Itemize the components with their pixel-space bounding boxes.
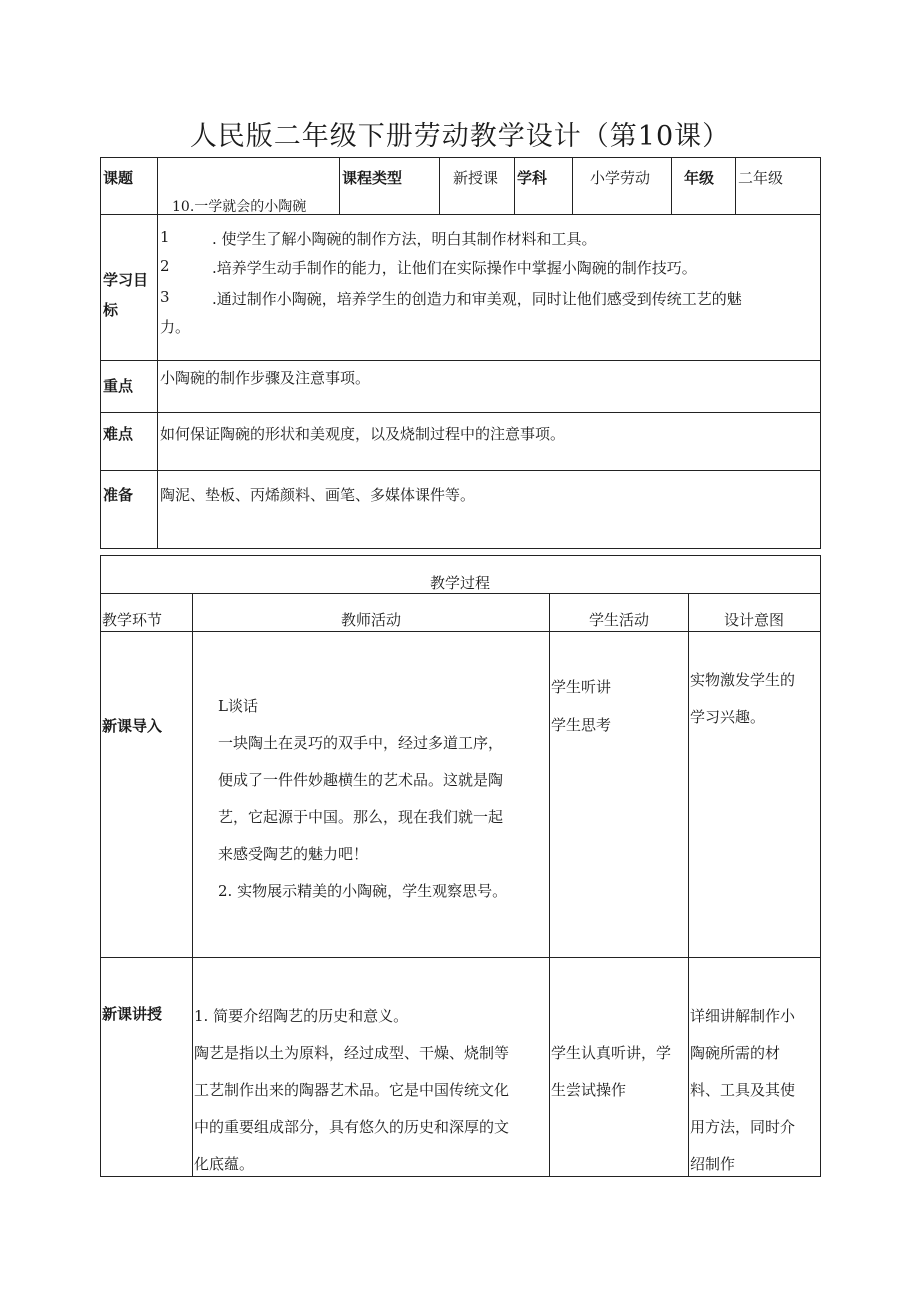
course-label: 课题 (103, 169, 134, 187)
teacher-line: 来感受陶艺的魅力吧！ (218, 845, 369, 863)
objective-text: . 使学生了解小陶碗的制作方法，明白其制作材料和工具。 (212, 230, 597, 248)
key-value: 小陶碗的制作步骤及注意事项。 (160, 369, 371, 387)
intent-line: 用方法，同时介 (690, 1118, 796, 1136)
teacher-line: 便成了一件件妙趣横生的艺术品。这就是陶 (218, 771, 504, 789)
header-stage: 教学环节 (102, 611, 163, 629)
teacher-line: 艺，它起源于中国。那么，现在我们就一起 (218, 808, 504, 826)
info-divider (514, 157, 515, 214)
intent-line: 陶碗所需的材 (690, 1044, 781, 1062)
subject-label: 学科 (517, 169, 548, 187)
intent-line: 学习兴趣。 (690, 708, 766, 726)
student-line: 学生认真听讲，学 (551, 1044, 672, 1062)
process-row-line (100, 593, 820, 594)
course-value: 10.一学就会的小陶碗 (172, 199, 307, 215)
objectives-label-cont: 标 (103, 301, 119, 319)
grade-label: 年级 (684, 169, 715, 187)
intent-line: 料、工具及其使 (690, 1081, 796, 1099)
grade-value: 二年级 (738, 169, 784, 187)
type-value: 新授课 (453, 169, 499, 187)
teacher-line: 中的重要组成部分，具有悠久的历史和深厚的文 (194, 1118, 510, 1136)
intent-line: 详细讲解制作小 (690, 1007, 796, 1025)
teacher-line: 化底蕴。 (194, 1155, 255, 1173)
objective-text-cont: 力。 (160, 318, 191, 336)
header-student: 学生活动 (588, 611, 649, 629)
teacher-line: 一块陶土在灵巧的双手中，经过多道工序， (218, 734, 504, 752)
design-intent (690, 998, 795, 1183)
student-line: 生尝试操作 (551, 1081, 627, 1099)
info-row-line (100, 412, 820, 413)
key-label: 重点 (103, 377, 134, 395)
prep-value: 陶泥、垫板、丙烯颜料、画笔、多媒体课件等。 (160, 486, 476, 504)
info-divider (157, 157, 158, 548)
process-divider (688, 593, 689, 1176)
difficulty-value: 如何保证陶碗的形状和美观度，以及烧制过程中的注意事项。 (160, 425, 566, 443)
design-intent (690, 662, 795, 736)
header-intent: 设计意图 (723, 611, 784, 629)
teacher-line: 2. 实物展示精美的小陶碗，学生观察思号。 (218, 882, 508, 900)
student-activity (551, 1035, 671, 1109)
student-activity (551, 668, 611, 744)
teacher-line: 陶艺是指以土为原料，经过成型、干燥、烧制等 (194, 1044, 510, 1062)
stage-label: 新课导入 (102, 717, 163, 735)
intent-line: 实物激发学生的 (690, 671, 796, 689)
info-divider (339, 157, 340, 214)
objective-number: 1 (160, 228, 170, 246)
intent-line: 绍制作 (690, 1155, 736, 1173)
header-teacher: 教师活动 (340, 611, 401, 629)
process-divider (549, 593, 550, 1176)
info-divider (671, 157, 672, 214)
teacher-line: 1. 简要介绍陶艺的历史和意义。 (194, 1007, 409, 1025)
student-line: 学生思考 (551, 716, 612, 734)
info-divider (735, 157, 736, 214)
process-row-line (100, 957, 820, 958)
process-divider (192, 593, 193, 1176)
teacher-activity (194, 998, 509, 1183)
type-label: 课程类型 (342, 169, 403, 187)
prep-label: 准备 (103, 486, 134, 504)
stage-label: 新课讲授 (102, 1005, 163, 1023)
teacher-line: L谈话 (218, 697, 258, 715)
info-row-line (100, 470, 820, 471)
info-divider (439, 157, 440, 214)
subject-value: 小学劳动 (590, 169, 651, 187)
process-heading: 教学过程 (429, 574, 490, 592)
info-row-line (100, 360, 820, 361)
objective-text: .培养学生动手制作的能力，让他们在实际操作中掌握小陶碗的制作技巧。 (212, 259, 697, 277)
process-row-line (100, 631, 820, 632)
difficulty-label: 难点 (103, 425, 134, 443)
objectives-label: 学习目 (103, 271, 149, 289)
student-line: 学生听讲 (551, 678, 612, 696)
document-title: 人民版二年级下册劳动教学设计（第10课） (189, 121, 731, 152)
objective-number: 2 (160, 257, 170, 275)
info-divider (572, 157, 573, 214)
teacher-line: 工艺制作出来的陶器艺术品。它是中国传统文化 (194, 1081, 510, 1099)
teacher-activity (218, 688, 507, 910)
objective-text: .通过制作小陶碗，培养学生的创造力和审美观，同时让他们感受到传统工艺的魅 (212, 290, 742, 308)
objective-number: 3 (160, 288, 170, 306)
